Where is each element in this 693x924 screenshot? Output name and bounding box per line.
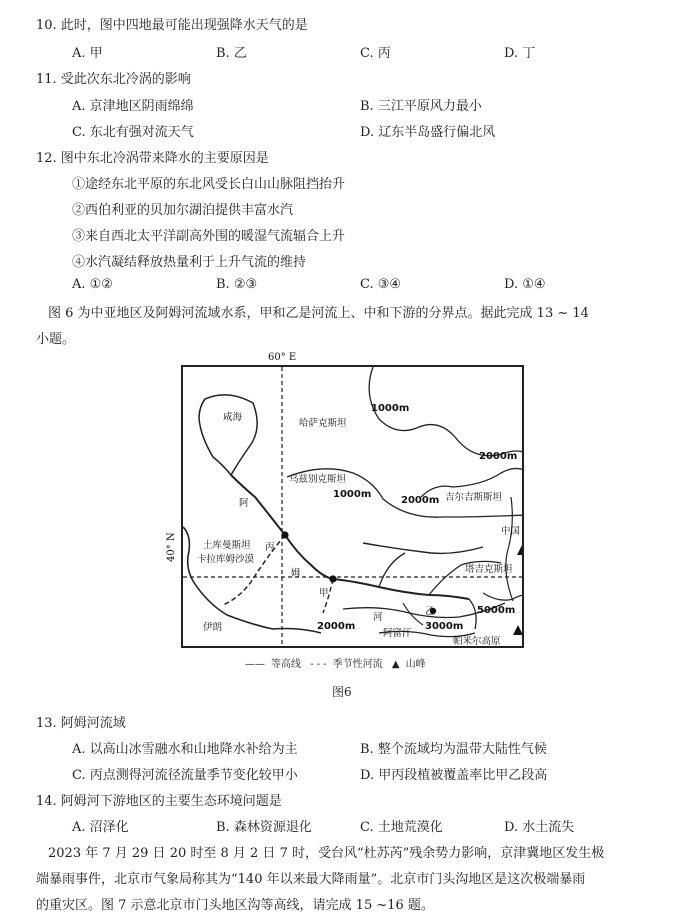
q10-option-a[interactable]: A. 甲 — [72, 46, 103, 61]
contour-label-2000-east: 2000m — [479, 451, 518, 462]
contour-label-2000-mid: 2000m — [401, 495, 440, 506]
q14-option-c[interactable]: C. 土地荒漠化 — [360, 820, 443, 835]
passage-line1: 2023 年 7 月 29 日 20 时至 8 月 2 日 7 时，受台风“杜苏芮”残余势力影响，京津冀地区发生极 — [48, 846, 605, 861]
tributary-zeravshan — [363, 543, 483, 553]
label-iran: 伊朗 — [203, 622, 223, 633]
label-turkmenistan: 土库曼斯坦 — [203, 540, 251, 551]
q14-option-d[interactable]: D. 水土流失 — [504, 820, 575, 835]
legend-contour-symbol: —— — [245, 659, 265, 670]
legend-seasonal-symbol: - - - — [310, 659, 327, 670]
amu-river-map — [181, 365, 524, 648]
contour-label-5000: 5000m — [477, 605, 516, 616]
q10-option-b[interactable]: B. 乙 — [216, 46, 247, 61]
q11-option-b[interactable]: B. 三江平原风力最小 — [360, 99, 482, 114]
label-afghanistan: 阿富汗 — [383, 628, 412, 639]
q10-option-d[interactable]: D. 丁 — [504, 46, 536, 61]
contour-label-2000-south: 2000m — [317, 621, 356, 632]
peak-china — [517, 545, 524, 555]
tributary-1 — [379, 553, 405, 587]
q12-item-4: ④水汽凝结释放热量利于上升气流的维持 — [72, 255, 307, 270]
east-border — [506, 497, 513, 601]
contour-label-1000-north: 1000m — [371, 403, 410, 414]
figure-intro-line1: 图 6 为中亚地区及阿姆河流域水系，甲和乙是河流上、中和下游的分界点。据此完成 13 ~ 14 — [48, 306, 589, 321]
label-yi: 乙 — [425, 606, 435, 617]
legend-seasonal-label: 季节性河流 — [332, 659, 383, 670]
q13-option-d[interactable]: D. 甲丙段植被覆盖率比甲乙段高 — [360, 768, 548, 783]
question-12-stem: 12. 图中东北冷涡带来降水的主要原因是 — [36, 151, 269, 166]
point-bing — [281, 531, 288, 538]
label-tajikistan: 塔吉克斯坦 — [465, 564, 513, 575]
q12-option-a[interactable]: A. ①② — [72, 277, 113, 292]
longitude-label: 60° E — [268, 352, 297, 363]
latitude-label: 40° N — [166, 532, 177, 562]
q11-option-d[interactable]: D. 辽东半岛盛行偏北风 — [360, 125, 496, 140]
label-jia: 甲 — [319, 588, 329, 599]
passage-line2: 端暴雨事件，北京市气象局称其为“140 年以来最大降雨量”。北京市门头沟地区是这次极端暴雨 — [36, 872, 586, 887]
legend-peak-icon: ▲ — [391, 659, 400, 670]
question-13-stem: 13. 阿姆河流域 — [36, 716, 126, 731]
map-legend — [245, 655, 432, 670]
label-china: 中国 — [501, 526, 521, 537]
q12-option-b[interactable]: B. ②③ — [216, 277, 258, 292]
aral-sea-shape — [199, 395, 257, 475]
q12-item-1: ①途经东北平原的东北风受长白山山脉阻挡抬升 — [72, 177, 346, 192]
q11-option-a[interactable]: A. 京津地区阴雨绵绵 — [72, 99, 194, 114]
label-river-he: 河 — [373, 612, 383, 623]
label-kyrgyzstan: 吉尔吉斯斯坦 — [445, 492, 503, 503]
figure-intro-line2: 小题。 — [36, 332, 76, 347]
q14-option-a[interactable]: A. 沼泽化 — [72, 820, 129, 835]
q10-option-c[interactable]: C. 丙 — [360, 46, 391, 61]
label-kazakhstan: 哈萨克斯坦 — [299, 418, 347, 429]
q12-option-d[interactable]: D. ①④ — [504, 277, 546, 292]
q12-item-3: ③来自西北太平洋副高外围的暖湿气流辐合上升 — [72, 229, 346, 244]
q13-option-b[interactable]: B. 整个流域均为温带大陆性气候 — [360, 742, 547, 757]
contour-5000 — [483, 593, 524, 600]
legend-contour-label: 等高线 — [271, 659, 301, 670]
q12-item-2: ②西伯利亚的贝加尔湖泊提供丰富水汽 — [72, 203, 294, 218]
contour-label-1000-middle: 1000m — [333, 489, 372, 500]
label-river-a: 阿 — [239, 498, 249, 509]
q13-option-a[interactable]: A. 以高山冰雪融水和山地降水补给为主 — [72, 742, 298, 757]
q12-option-c[interactable]: C. ③④ — [360, 277, 402, 292]
legend-peak-label: 山峰 — [405, 659, 426, 670]
q11-option-c[interactable]: C. 东北有强对流天气 — [72, 125, 194, 140]
peak-pamir — [513, 625, 523, 635]
label-karakum: 卡拉库姆沙漠 — [197, 554, 255, 565]
question-14-stem: 14. 阿姆河下游地区的主要生态环境问题是 — [36, 794, 282, 809]
label-river-mu: 姆 — [291, 568, 301, 579]
question-10-stem: 10. 此时，图中四地最可能出现强降水天气的是 — [36, 18, 308, 33]
q13-option-c[interactable]: C. 丙点测得河流径流量季节变化较甲小 — [72, 768, 298, 783]
passage-line3: 的重灾区。图 7 示意北京市门头地区沟等高线，请完成 15 ~16 题。 — [36, 898, 434, 913]
label-uzbekistan: 乌兹别克斯坦 — [289, 474, 347, 485]
label-aral-sea: 咸海 — [223, 412, 243, 423]
label-bing: 丙 — [265, 542, 275, 553]
q14-option-b[interactable]: B. 森林资源退化 — [216, 820, 312, 835]
contour-label-3000: 3000m — [425, 621, 464, 632]
question-11-stem: 11. 受此次东北冷涡的影响 — [36, 72, 191, 87]
point-jia — [329, 575, 336, 582]
figure-caption: 图6 — [332, 685, 352, 699]
label-pamir: 帕米尔高原 — [453, 636, 501, 647]
